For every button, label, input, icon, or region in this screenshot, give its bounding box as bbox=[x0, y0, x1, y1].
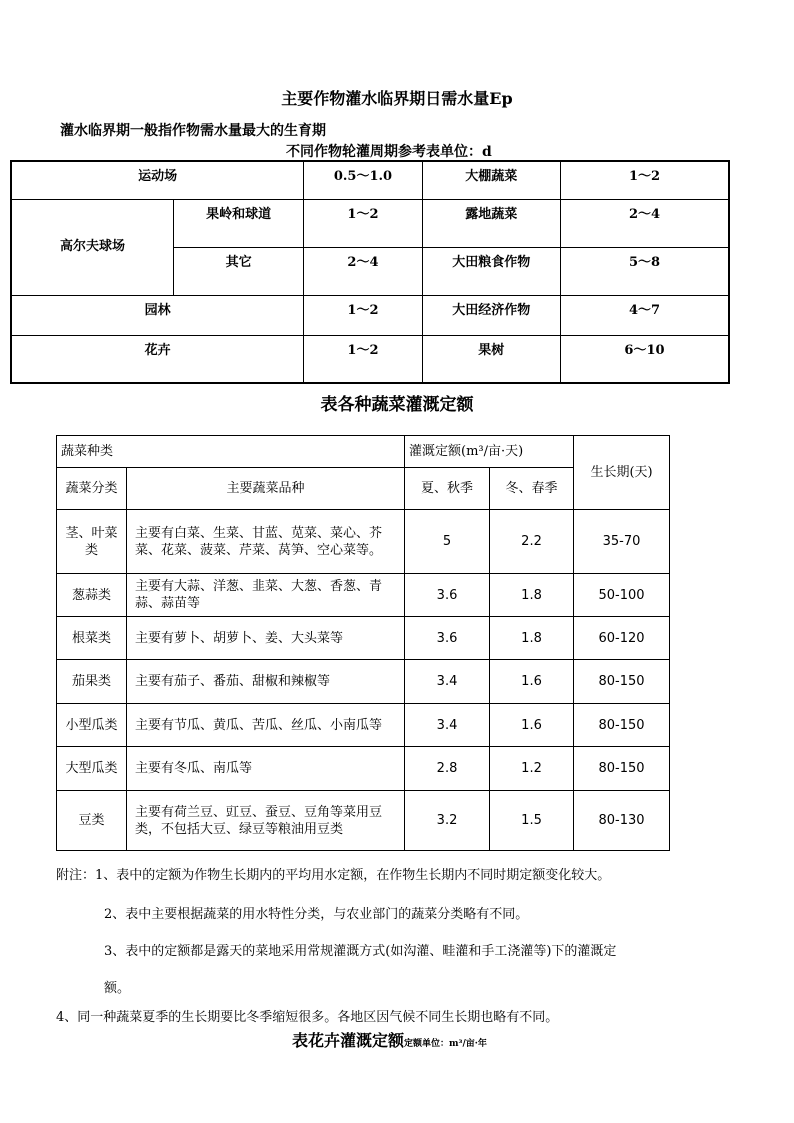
row-summer-quota: 3.6 bbox=[405, 617, 490, 660]
row-varieties: 主要有萝卜、胡萝卜、姜、大头菜等 bbox=[127, 617, 405, 660]
cell-field-grain: 大田粮食作物 bbox=[422, 247, 560, 295]
cell-golf-other: 其它 bbox=[173, 247, 303, 295]
table-row bbox=[11, 335, 729, 383]
table-row bbox=[57, 617, 670, 660]
row-growth-period: 80-150 bbox=[574, 704, 670, 747]
critical-period-note: 灌水临界期一般指作物需水量最大的生育期 bbox=[60, 123, 326, 139]
row-category: 根菜类 bbox=[57, 617, 127, 660]
cell-openfield-veg-value: 2～4 bbox=[561, 199, 730, 247]
row-summer-quota: 3.6 bbox=[405, 574, 490, 617]
header-quota: 灌溉定额(m³/亩·天) bbox=[405, 436, 574, 468]
cell-golf-fairway-value: 1～2 bbox=[304, 199, 422, 247]
row-varieties: 主要有白菜、生菜、甘蓝、苋菜、菜心、芥菜、花菜、菠菜、芹菜、莴笋、空心菜等。 bbox=[127, 510, 405, 574]
row-summer-quota: 3.2 bbox=[405, 791, 490, 851]
row-summer-quota: 2.8 bbox=[405, 747, 490, 791]
cell-field-cash-value: 4～7 bbox=[561, 295, 730, 335]
cell-fruit-tree-value: 6～10 bbox=[561, 335, 730, 383]
row-varieties: 主要有冬瓜、南瓜等 bbox=[127, 747, 405, 791]
row-growth-period: 80-150 bbox=[574, 660, 670, 704]
row-winter-quota: 1.5 bbox=[490, 791, 574, 851]
row-growth-period: 80-150 bbox=[574, 747, 670, 791]
table-header-row bbox=[57, 436, 670, 468]
row-varieties: 主要有荷兰豆、豇豆、蚕豆、豆角等菜用豆类，不包括大豆、绿豆等粮油用豆类 bbox=[127, 791, 405, 851]
row-category: 葱蒜类 bbox=[57, 574, 127, 617]
row-growth-period: 50-100 bbox=[574, 574, 670, 617]
row-winter-quota: 1.6 bbox=[490, 704, 574, 747]
row-winter-quota: 1.8 bbox=[490, 617, 574, 660]
row-varieties: 主要有茄子、番茄、甜椒和辣椒等 bbox=[127, 660, 405, 704]
flower-table-title bbox=[292, 1028, 487, 1051]
header-category: 蔬菜分类 bbox=[57, 468, 127, 510]
cell-garden-value: 1～2 bbox=[304, 295, 422, 335]
note-3-continued: 额。 bbox=[104, 981, 131, 996]
row-category: 茎、叶菜类 bbox=[57, 510, 127, 574]
cell-garden: 园林 bbox=[11, 295, 304, 335]
header-growth-period: 生长期(天) bbox=[574, 436, 670, 510]
cell-golf-other-value: 2～4 bbox=[304, 247, 422, 295]
note-2: 2、表中主要根据蔬菜的用水特性分类，与农业部门的蔬菜分类略有不同。 bbox=[104, 907, 529, 922]
cell-field-cash: 大田经济作物 bbox=[422, 295, 560, 335]
row-varieties: 主要有大蒜、洋葱、韭菜、大葱、香葱、青蒜、蒜苗等 bbox=[127, 574, 405, 617]
header-summer: 夏、秋季 bbox=[405, 468, 490, 510]
note-1: 附注：1、表中的定额为作物生长期内的平均用水定额，在作物生长期内不同时期定额变化较大。 bbox=[56, 868, 611, 883]
header-varieties: 主要蔬菜品种 bbox=[127, 468, 405, 510]
table-row bbox=[57, 660, 670, 704]
cell-field-grain-value: 5～8 bbox=[561, 247, 730, 295]
row-category: 豆类 bbox=[57, 791, 127, 851]
cell-flowers-value: 1～2 bbox=[304, 335, 422, 383]
flower-table-unit: 定额单位：m³/亩·年 bbox=[404, 1039, 487, 1049]
row-summer-quota: 3.4 bbox=[405, 660, 490, 704]
cell-sports-field-value: 0.5～1.0 bbox=[304, 161, 422, 199]
cell-golf: 高尔夫球场 bbox=[11, 199, 173, 295]
cell-flowers: 花卉 bbox=[11, 335, 304, 383]
flower-table-title-text: 表花卉灌溉定额 bbox=[292, 1031, 405, 1050]
cell-greenhouse-veg: 大棚蔬菜 bbox=[422, 161, 560, 199]
cell-openfield-veg: 露地蔬菜 bbox=[422, 199, 560, 247]
table-row bbox=[57, 704, 670, 747]
table-row bbox=[57, 574, 670, 617]
row-growth-period: 80-130 bbox=[574, 791, 670, 851]
row-winter-quota: 1.8 bbox=[490, 574, 574, 617]
table-row bbox=[11, 161, 729, 199]
cell-golf-fairway: 果岭和球道 bbox=[173, 199, 303, 247]
row-varieties: 主要有节瓜、黄瓜、苦瓜、丝瓜、小南瓜等 bbox=[127, 704, 405, 747]
row-category: 大型瓜类 bbox=[57, 747, 127, 791]
row-summer-quota: 5 bbox=[405, 510, 490, 574]
row-winter-quota: 1.2 bbox=[490, 747, 574, 791]
page-title: 主要作物灌水临界期日需水量Ep bbox=[281, 89, 513, 108]
cell-sports-field: 运动场 bbox=[11, 161, 304, 199]
row-summer-quota: 3.4 bbox=[405, 704, 490, 747]
note-3: 3、表中的定额都是露天的菜地采用常规灌溉方式(如沟灌、畦灌和手工浇灌等)下的灌溉定 bbox=[104, 944, 617, 959]
row-winter-quota: 1.6 bbox=[490, 660, 574, 704]
rotation-table-caption: 不同作物轮灌周期参考表单位：d bbox=[286, 144, 492, 160]
vegetable-table-title: 表各种蔬菜灌溉定额 bbox=[320, 395, 474, 415]
header-winter: 冬、春季 bbox=[490, 468, 574, 510]
table-row bbox=[57, 747, 670, 791]
table-row bbox=[11, 295, 729, 335]
rotation-cycle-table bbox=[10, 160, 730, 384]
row-growth-period: 60-120 bbox=[574, 617, 670, 660]
cell-fruit-tree: 果树 bbox=[422, 335, 560, 383]
vegetable-irrigation-table bbox=[56, 435, 670, 851]
row-winter-quota: 2.2 bbox=[490, 510, 574, 574]
table-row bbox=[57, 791, 670, 851]
table-row bbox=[11, 199, 729, 247]
table-row bbox=[57, 510, 670, 574]
row-growth-period: 35-70 bbox=[574, 510, 670, 574]
note-4: 4、同一种蔬菜夏季的生长期要比冬季缩短很多。各地区因气候不同生长期也略有不同。 bbox=[56, 1010, 559, 1025]
header-veg-type: 蔬菜种类 bbox=[57, 436, 405, 468]
row-category: 茄果类 bbox=[57, 660, 127, 704]
row-category: 小型瓜类 bbox=[57, 704, 127, 747]
cell-greenhouse-veg-value: 1～2 bbox=[561, 161, 730, 199]
